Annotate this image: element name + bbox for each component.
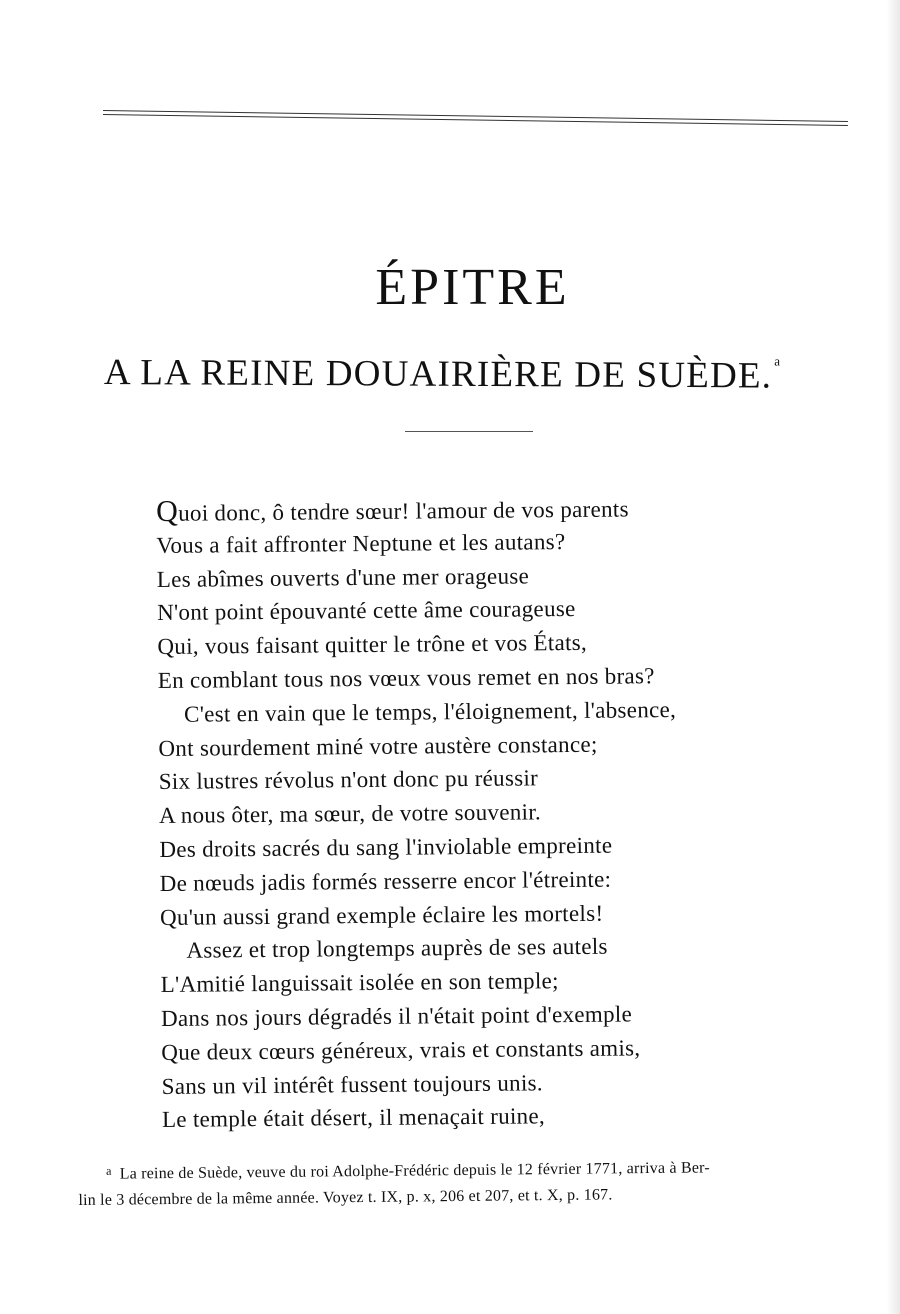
page-title: ÉPITRE <box>375 259 570 316</box>
page-edge-shadow <box>886 0 900 1314</box>
poem-line-8: Ont sourdement miné votre austère constance; <box>158 731 598 761</box>
drop-cap: Q <box>156 494 179 528</box>
poem-line-1-text: uoi donc, ô tendre sœur! l'amour de vos parents <box>178 496 629 526</box>
poem-line-10: A nous ôter, ma sœur, de votre souvenir. <box>158 799 542 829</box>
poem-line-2: Vous a fait affronter Neptune et les autans? <box>156 528 566 558</box>
poem-line-11: Des droits sacrés du sang l'inviolable empreinte <box>159 832 613 862</box>
poem-body <box>156 489 802 1137</box>
poem-line-4: N'ont point épouvanté cette âme courageuse <box>157 596 576 626</box>
poem-line-15: L'Amitié languissait isolée en son temple; <box>160 968 559 998</box>
page-subtitle <box>104 350 780 398</box>
poem-line-12: De nœuds jadis formés resserre encor l'étreinte: <box>159 866 612 896</box>
poem-line-6: En comblant tous nos vœux vous remet en nos bras? <box>157 663 655 693</box>
poem-line-18: Sans un vil intérêt fussent toujours unis. <box>161 1069 543 1099</box>
poem-line-7: C'est en vain que le temps, l'éloignement, l'absence, <box>183 696 677 727</box>
poem-line-17: Que deux cœurs généreux, vrais et constants amis, <box>161 1035 641 1065</box>
subtitle-text: A LA REINE DOUAIRIÈRE DE SUÈDE. <box>103 352 773 397</box>
footnote-line-1-text: La reine de Suède, veuve du roi Adolphe-Frédéric depuis le 12 février 1771, arriva à Ber- <box>119 1159 710 1183</box>
poem-line-3: Les abîmes ouverts d'une mer orageuse <box>156 563 530 592</box>
poem-line-19: Le temple était désert, il menaçait ruine, <box>161 1103 546 1133</box>
footnote-reference-marker: a <box>774 353 781 369</box>
poem-line-5: Qui, vous faisant quitter le trône et vos États, <box>157 630 588 660</box>
poem-line-13: Qu'un aussi grand exemple éclaire les mortels! <box>159 900 604 930</box>
section-divider-rule <box>405 431 533 432</box>
poem-line-16: Dans nos jours dégradés il n'était point d'exemple <box>160 1001 633 1031</box>
top-double-rule <box>103 110 848 127</box>
footnote-line-2: lin le 3 décembre de la même année. Voyez t. IX, p. x, 206 et 207, et t. X, p. 167. <box>78 1186 613 1209</box>
poem-line-9: Six lustres révolus n'ont donc pu réussir <box>158 765 539 795</box>
footnote-marker: a <box>106 1163 112 1178</box>
poem-line-14: Assez et trop longtemps auprès de ses autels <box>186 934 608 964</box>
footnote <box>78 1150 839 1214</box>
